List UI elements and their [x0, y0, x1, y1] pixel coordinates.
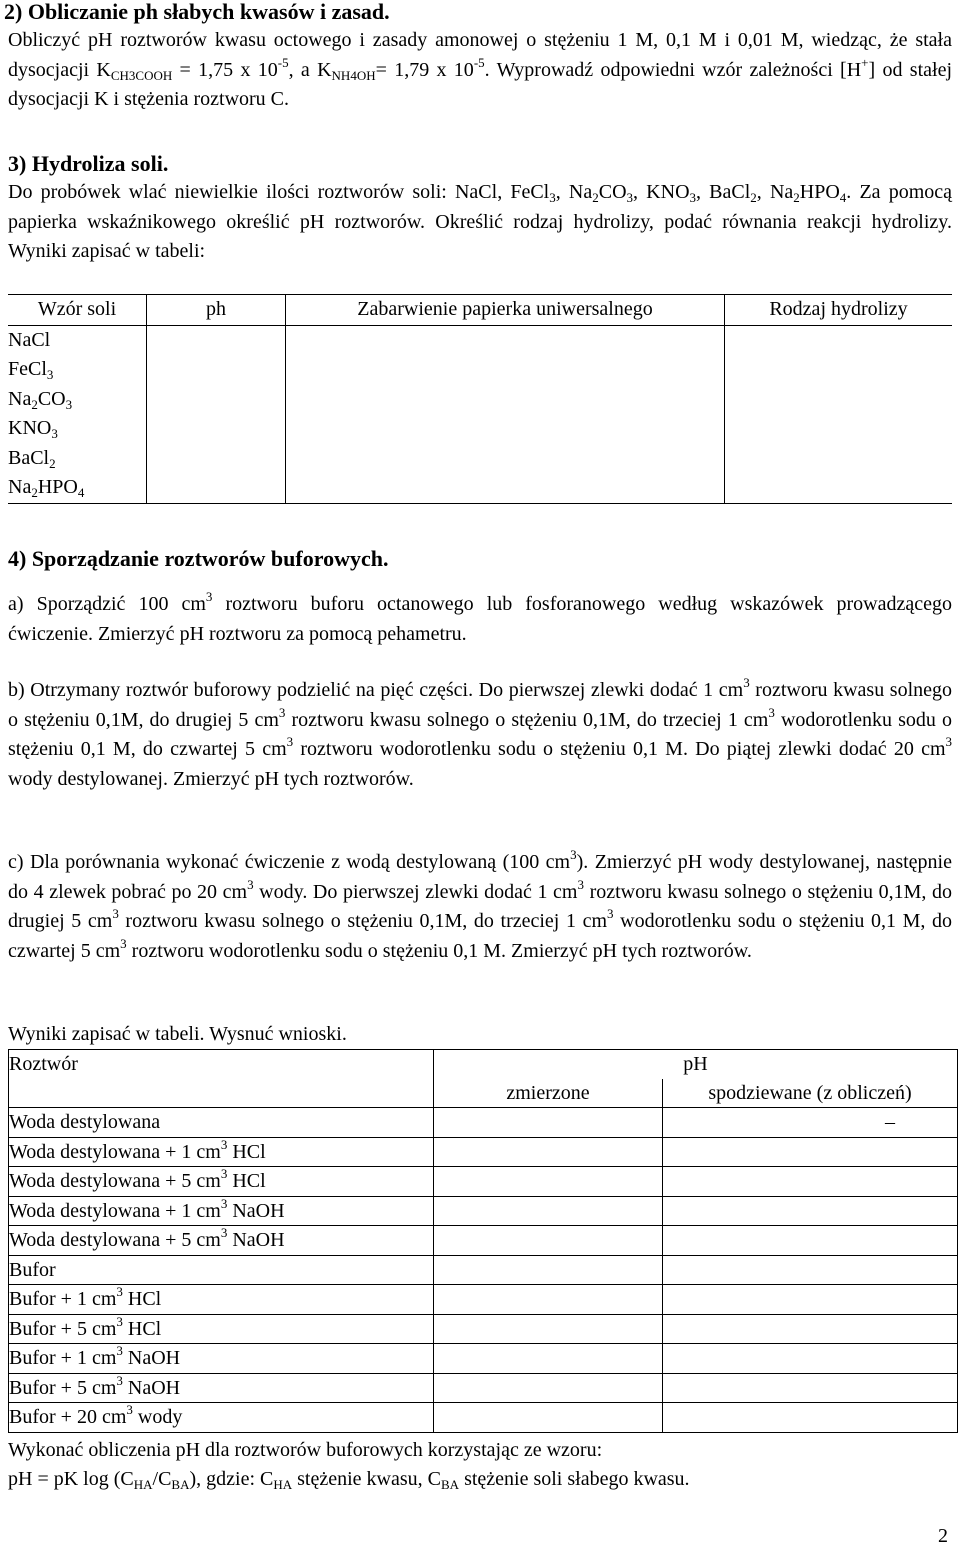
- table-row: Woda destylowana + 5 $cm^3$ NaOH: [9, 1226, 958, 1256]
- table-header-row: [9, 1050, 958, 1079]
- section-2-text: Obliczyć pH roztworów kwasu octowego i zasady amonowej o stężeniu 1 M, 0,1 M i 0,01 M, wiedząc, że stała dysocjacji $K_{CH3COOH} = 1,75$ x $10^{-5}$, a $K_{NH4OH}= 1,79$ x $10^{-5}$. Wyprowadź odpowiedni wzór zależności [H+] od stałej dysocjacji K i stężenia roztworu C.: [8, 29, 952, 110]
- table-row: NaCl: [8, 325, 952, 355]
- table-row: FeCl$_3$: [8, 355, 952, 385]
- header-cell: Rodzaj hydrolizy: [725, 295, 953, 326]
- header-cell: pH: [434, 1050, 958, 1079]
- table-row: BaCl$_2$: [8, 444, 952, 474]
- table-row: Woda destylowana –: [9, 1108, 958, 1138]
- table-row: Woda destylowana + 1 $cm^3$ NaOH: [9, 1196, 958, 1226]
- section-4c-text: c) Dla porównania wykonać ćwiczenie z wodą destylowaną (100 $cm^3$). Zmierzyć pH wody destylowanej, następnie do 4 zlewek pobrać po 20 $cm^3$ wody. Do pierwszej zlewki dodać 1 $cm^3$ roztworu kwasu solnego o stężeniu 0,1M, do drugiej 5 $cm^3$ roztworu kwasu solnego o stężeniu 0,1M, do trzeciej 1 $cm^3$ wodorotlenku sodu o stężeniu 0,1 M, do czwartej 5 $cm^3$ roztworu wodorotlenku sodu o stężeniu 0,1 M. Zmierzyć pH tych roztworów.: [8, 847, 953, 962]
- table-row: $Na_2HPO_4$: [8, 473, 952, 503]
- table-header-row: [8, 295, 952, 326]
- page-number: 2: [938, 1525, 948, 1547]
- salt-hydrolysis-table: [8, 294, 952, 504]
- buffer-formula: pH = pK $\log (C_{HA}/C_{BA})$, gdzie: $C_{HA}$ stężenie kwasu, $C_{BA}$ stężenie soli słabego kwasu.: [8, 1468, 690, 1492]
- header-cell: spodziewane (z obliczeń): [663, 1079, 958, 1108]
- table-row: Bufor + 5 $cm^3$ NaOH: [9, 1373, 958, 1403]
- section-4b-text: b) Otrzymany roztwór buforowy podzielić na pięć części. Do pierwszej zlewki dodać 1 $cm^3$ roztworu kwasu solnego o stężeniu 0,1M, do drugiej 5 $cm^3$ roztworu kwasu solnego o stężeniu 0,1M, do trzeciej 1 $cm^3$ wodorotlenku sodu o stężeniu 0,1 M, do czwartej 5 $cm^3$ roztworu wodorotlenku sodu o stężeniu 0,1 M. Do piątej zlewki dodać 20 $cm^3$ wody destylowanej. Zmierzyć pH tych roztworów.: [8, 675, 953, 790]
- header-cell: ph: [147, 295, 286, 326]
- section-3-heading: 3) Hydroliza soli.: [8, 151, 169, 176]
- header-cell: Roztwór: [9, 1050, 434, 1108]
- table-row: Bufor + 20 $cm^3$ wody: [9, 1403, 958, 1433]
- table-row: Woda destylowana + 1 $cm^3$ HCl: [9, 1137, 958, 1167]
- formula-intro: Wykonać obliczenia pH dla roztworów buforowych korzystając ze wzoru:: [8, 1439, 603, 1461]
- results-intro: Wyniki zapisać w tabeli. Wysnuć wnioski.: [8, 1023, 347, 1045]
- table-row: Bufor + 1 $cm^3$ HCl: [9, 1285, 958, 1315]
- header-cell: Zabarwienie papierka uniwersalnego: [286, 295, 725, 326]
- section-2-heading: 2) Obliczanie ph słabych kwasów i zasad.: [4, 0, 390, 24]
- table-row: Bufor + 1 $cm^3$ NaOH: [9, 1344, 958, 1374]
- header-cell: Wzór soli: [8, 295, 147, 326]
- table-row: $KNO_3$: [8, 414, 952, 444]
- section-3-text: Do probówek wlać niewielkie ilości roztworów soli: NaCl, FeCl$_3$, $Na_2CO_3$, $KNO_3$, BaCl$_2$, $Na_2HPO_4$. Za pomocą papierka wskaźnikowego określić pH roztworów. Określić rodzaj hydrolizy, podać równania reakcji hydrolizy. Wyniki zapisać w tabeli:: [8, 181, 953, 262]
- header-cell: zmierzone: [434, 1079, 663, 1108]
- table-row: Bufor: [9, 1255, 958, 1285]
- buffer-results-table: [8, 1049, 958, 1433]
- section-4-heading: 4) Sporządzanie roztworów buforowych.: [8, 546, 389, 571]
- table-row: $Na_2CO_3$: [8, 385, 952, 415]
- section-4a-text: a) Sporządzić 100 $cm^3$ roztworu buforu octanowego lub fosforanowego według wskazówek prowadzącego ćwiczenie. Zmierzyć pH roztworu za pomocą pehametru.: [8, 589, 952, 645]
- table-row: Woda destylowana + 5 $cm^3$ HCl: [9, 1167, 958, 1197]
- table-row: Bufor + 5 $cm^3$ HCl: [9, 1314, 958, 1344]
